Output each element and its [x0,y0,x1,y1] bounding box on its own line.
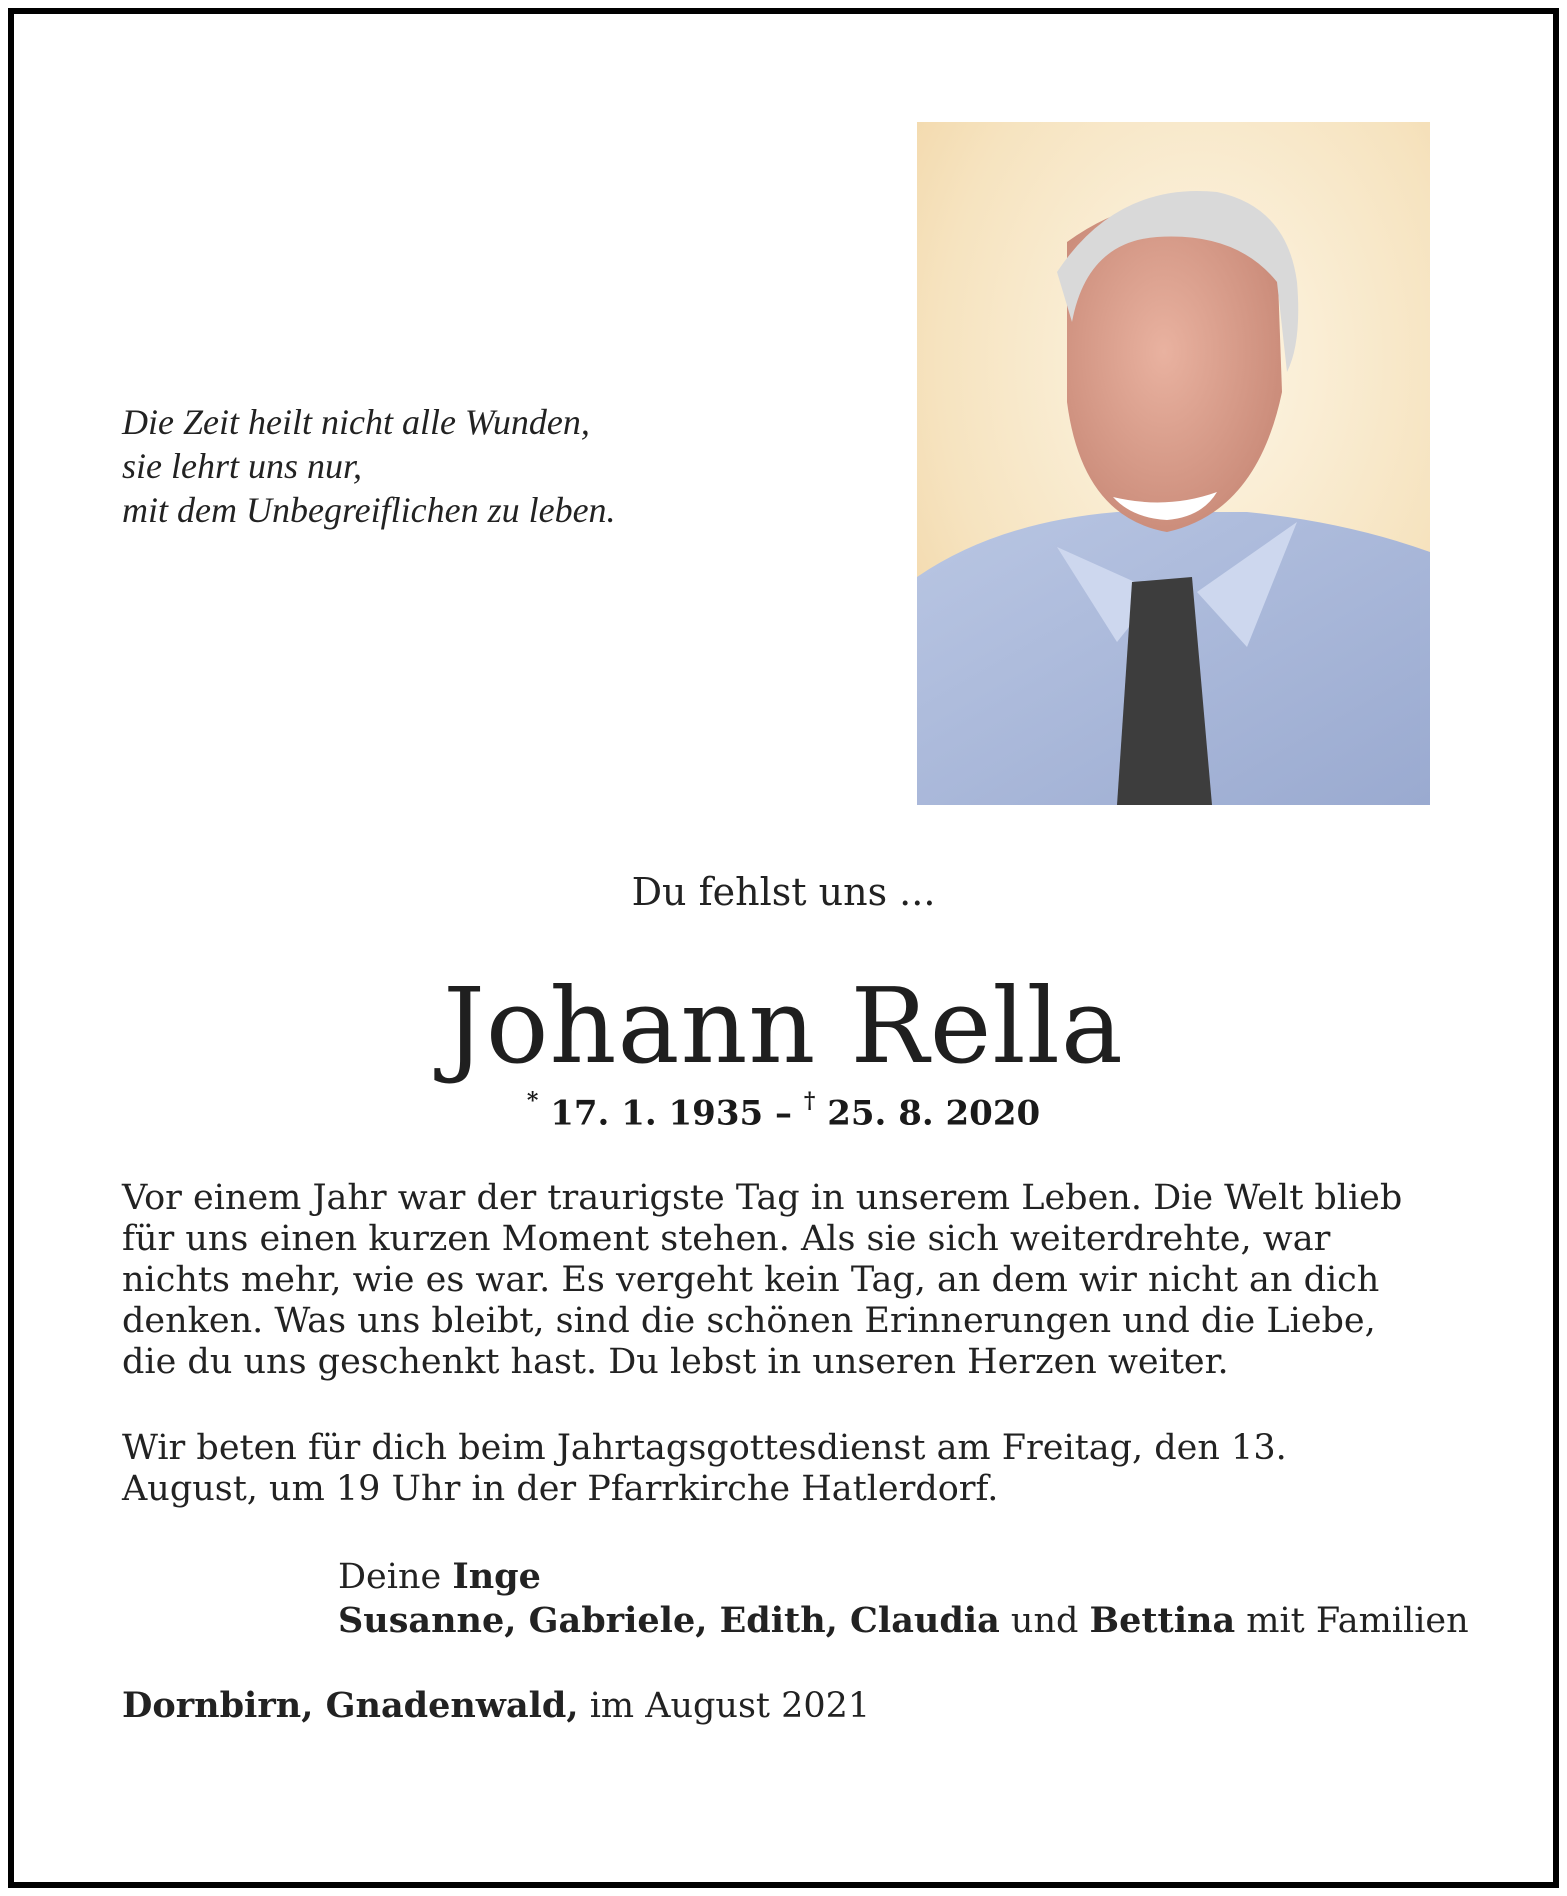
signature-und: und [999,1601,1090,1641]
place-locations: Dornbirn, Gnadenwald, [122,1685,579,1726]
signature-line-2 [338,1599,1469,1643]
signature-block [338,1555,1469,1643]
deceased-name: Johann Rella [443,965,1124,1087]
subtitle: Du fehlst uns ... [631,870,936,914]
service-paragraph: Wir beten für dich beim Jahrtagsgottesdienst am Freitag, den 13. August, um 19 Uhr in der Pfarrkirche Hatlerdorf. [122,1428,1287,1509]
signature-line-1 [338,1555,1469,1599]
memorial-quote [122,400,616,532]
signature-daughters: Susanne, Gabriele, Edith, Claudia [338,1600,1000,1641]
signature-suffix: mit Familien [1235,1601,1469,1641]
birth-date: 17. 1. 1935 [550,1093,764,1134]
life-dates [0,1088,1567,1134]
quote-line-2: sie lehrt uns nur, [122,446,363,486]
portrait-photo [917,122,1430,805]
signature-bettina: Bettina [1089,1600,1236,1641]
place-date-line [122,1685,870,1726]
quote-line-3: mit dem Unbegreiflichen zu leben. [122,490,616,530]
death-date: 25. 8. 2020 [827,1093,1041,1134]
place-date: im August 2021 [578,1686,871,1726]
birth-star-icon: * [526,1088,539,1114]
memorial-paragraph: Vor einem Jahr war der traurigste Tag in unserem Leben. Die Welt blieb für uns einen kurzen Moment stehen. Als sie sich weiterdrehte, war nichts mehr, wie es war. Es vergeht kein Tag, an dem wir nicht an dich denken. Was uns bleibt, sind die schönen Erinnerungen und die Liebe, die du uns geschenkt hast. Du lebst in unseren Herzen weiter. [122,1178,1403,1382]
quote-line-1: Die Zeit heilt nicht alle Wunden, [122,402,590,442]
signature-prefix: Deine [338,1557,453,1597]
date-separator: – [775,1093,792,1134]
death-cross-icon: † [803,1088,816,1114]
signature-inge: Inge [452,1556,541,1597]
